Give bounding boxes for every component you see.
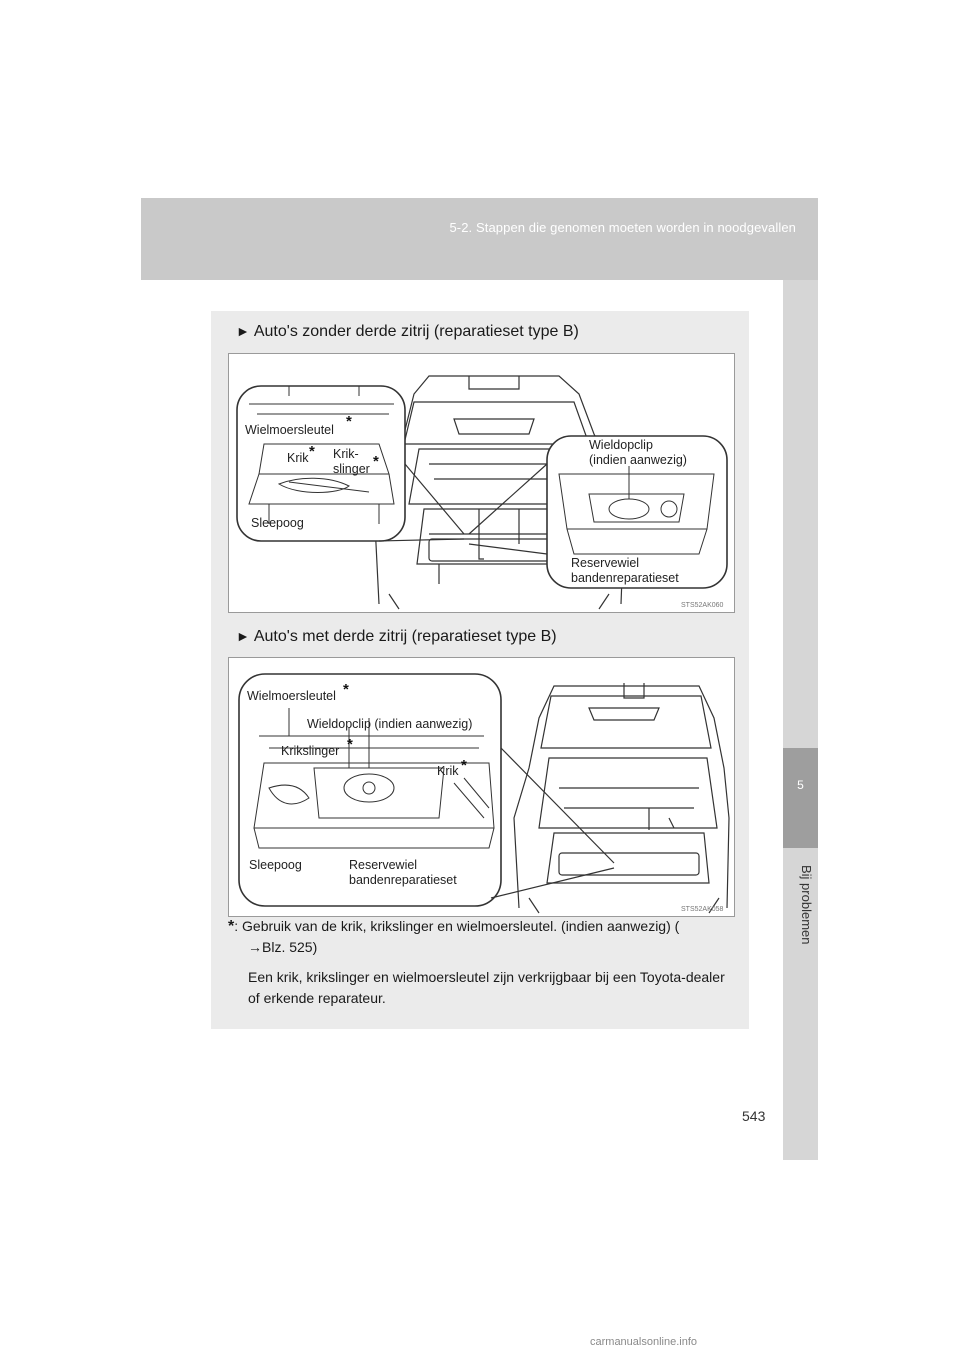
side-tab-active[interactable] [783,748,818,848]
figure-a [228,353,735,613]
label-a-spare-wheel-1: Reservewiel [571,556,640,570]
footnote-star-marker: * [309,443,315,460]
label-b-jack: Krik [437,764,459,778]
footnote-body: Een krik, krikslinger en wielmoersleutel zijn verkrijgbaar bij een Toyota-dealer of erkende reparateur. [248,969,725,1006]
footnote-star-marker: * [461,757,467,774]
section-heading-b-text: Auto's met derde zitrij (reparatieset type B) [253,628,557,645]
label-b-spare-wheel-2: bandenreparatieset [349,873,457,887]
header-title: 5-2. Stappen die genomen moeten worden in noodgevallen [449,220,796,235]
footnote-line-1-text: : Gebruik van de krik, krikslinger en wielmoersleutel. (indien aanwezig) ( [234,918,680,934]
label-a-wheel-cap-clip-1: Wieldopclip [589,438,653,452]
label-b-wheel-nut-wrench: Wielmoersleutel [247,689,336,703]
footnote-star-marker: * [346,413,352,430]
footnote-star-marker: * [373,453,379,470]
section-heading-a [236,323,579,341]
label-a-towing-eye: Sleepoog [251,516,304,530]
footnote [228,916,728,1009]
section-heading-b [236,628,557,646]
footnote-star-marker: * [228,918,235,935]
label-b-jack-handle: Krikslinger [281,744,340,758]
footnote-star-marker: * [343,681,349,698]
figure-b [228,657,735,917]
figure-b-illustration [229,658,734,916]
figure-b-code: STS52AK058 [681,906,724,913]
header-band [141,198,818,280]
label-b-spare-wheel-1: Reservewiel [349,858,418,872]
chapter-label: Bij problemen [799,865,814,945]
footnote-page-reference[interactable]: →Blz. 525) [248,939,318,955]
label-a-wheel-nut-wrench: Wielmoersleutel [245,423,334,437]
label-a-jack-handle-2: slinger [333,462,370,476]
label-b-towing-eye: Sleepoog [249,858,302,872]
chapter-number: 5 [797,778,804,792]
page-number: 543 [742,1108,766,1124]
figure-a-code: STS52AK060 [681,602,724,609]
label-a-spare-wheel-2: bandenreparatieset [571,571,679,585]
label-b-wheel-cap-clip: Wieldopclip (indien aanwezig) [307,717,473,731]
triangle-right-icon: ► [236,323,250,339]
figure-a-illustration [229,354,734,612]
triangle-right-icon: ► [236,628,250,644]
label-a-wheel-cap-clip-2: (indien aanwezig) [589,453,687,467]
footnote-line-1 [228,916,728,937]
section-heading-a-text: Auto's zonder derde zitrij (reparatieset type B) [253,323,579,340]
watermark: carmanualsonline.info [590,1336,698,1348]
footnote-star-marker: * [347,736,353,753]
label-a-jack: Krik [287,451,309,465]
label-a-jack-handle-1: Krik- [333,447,359,461]
